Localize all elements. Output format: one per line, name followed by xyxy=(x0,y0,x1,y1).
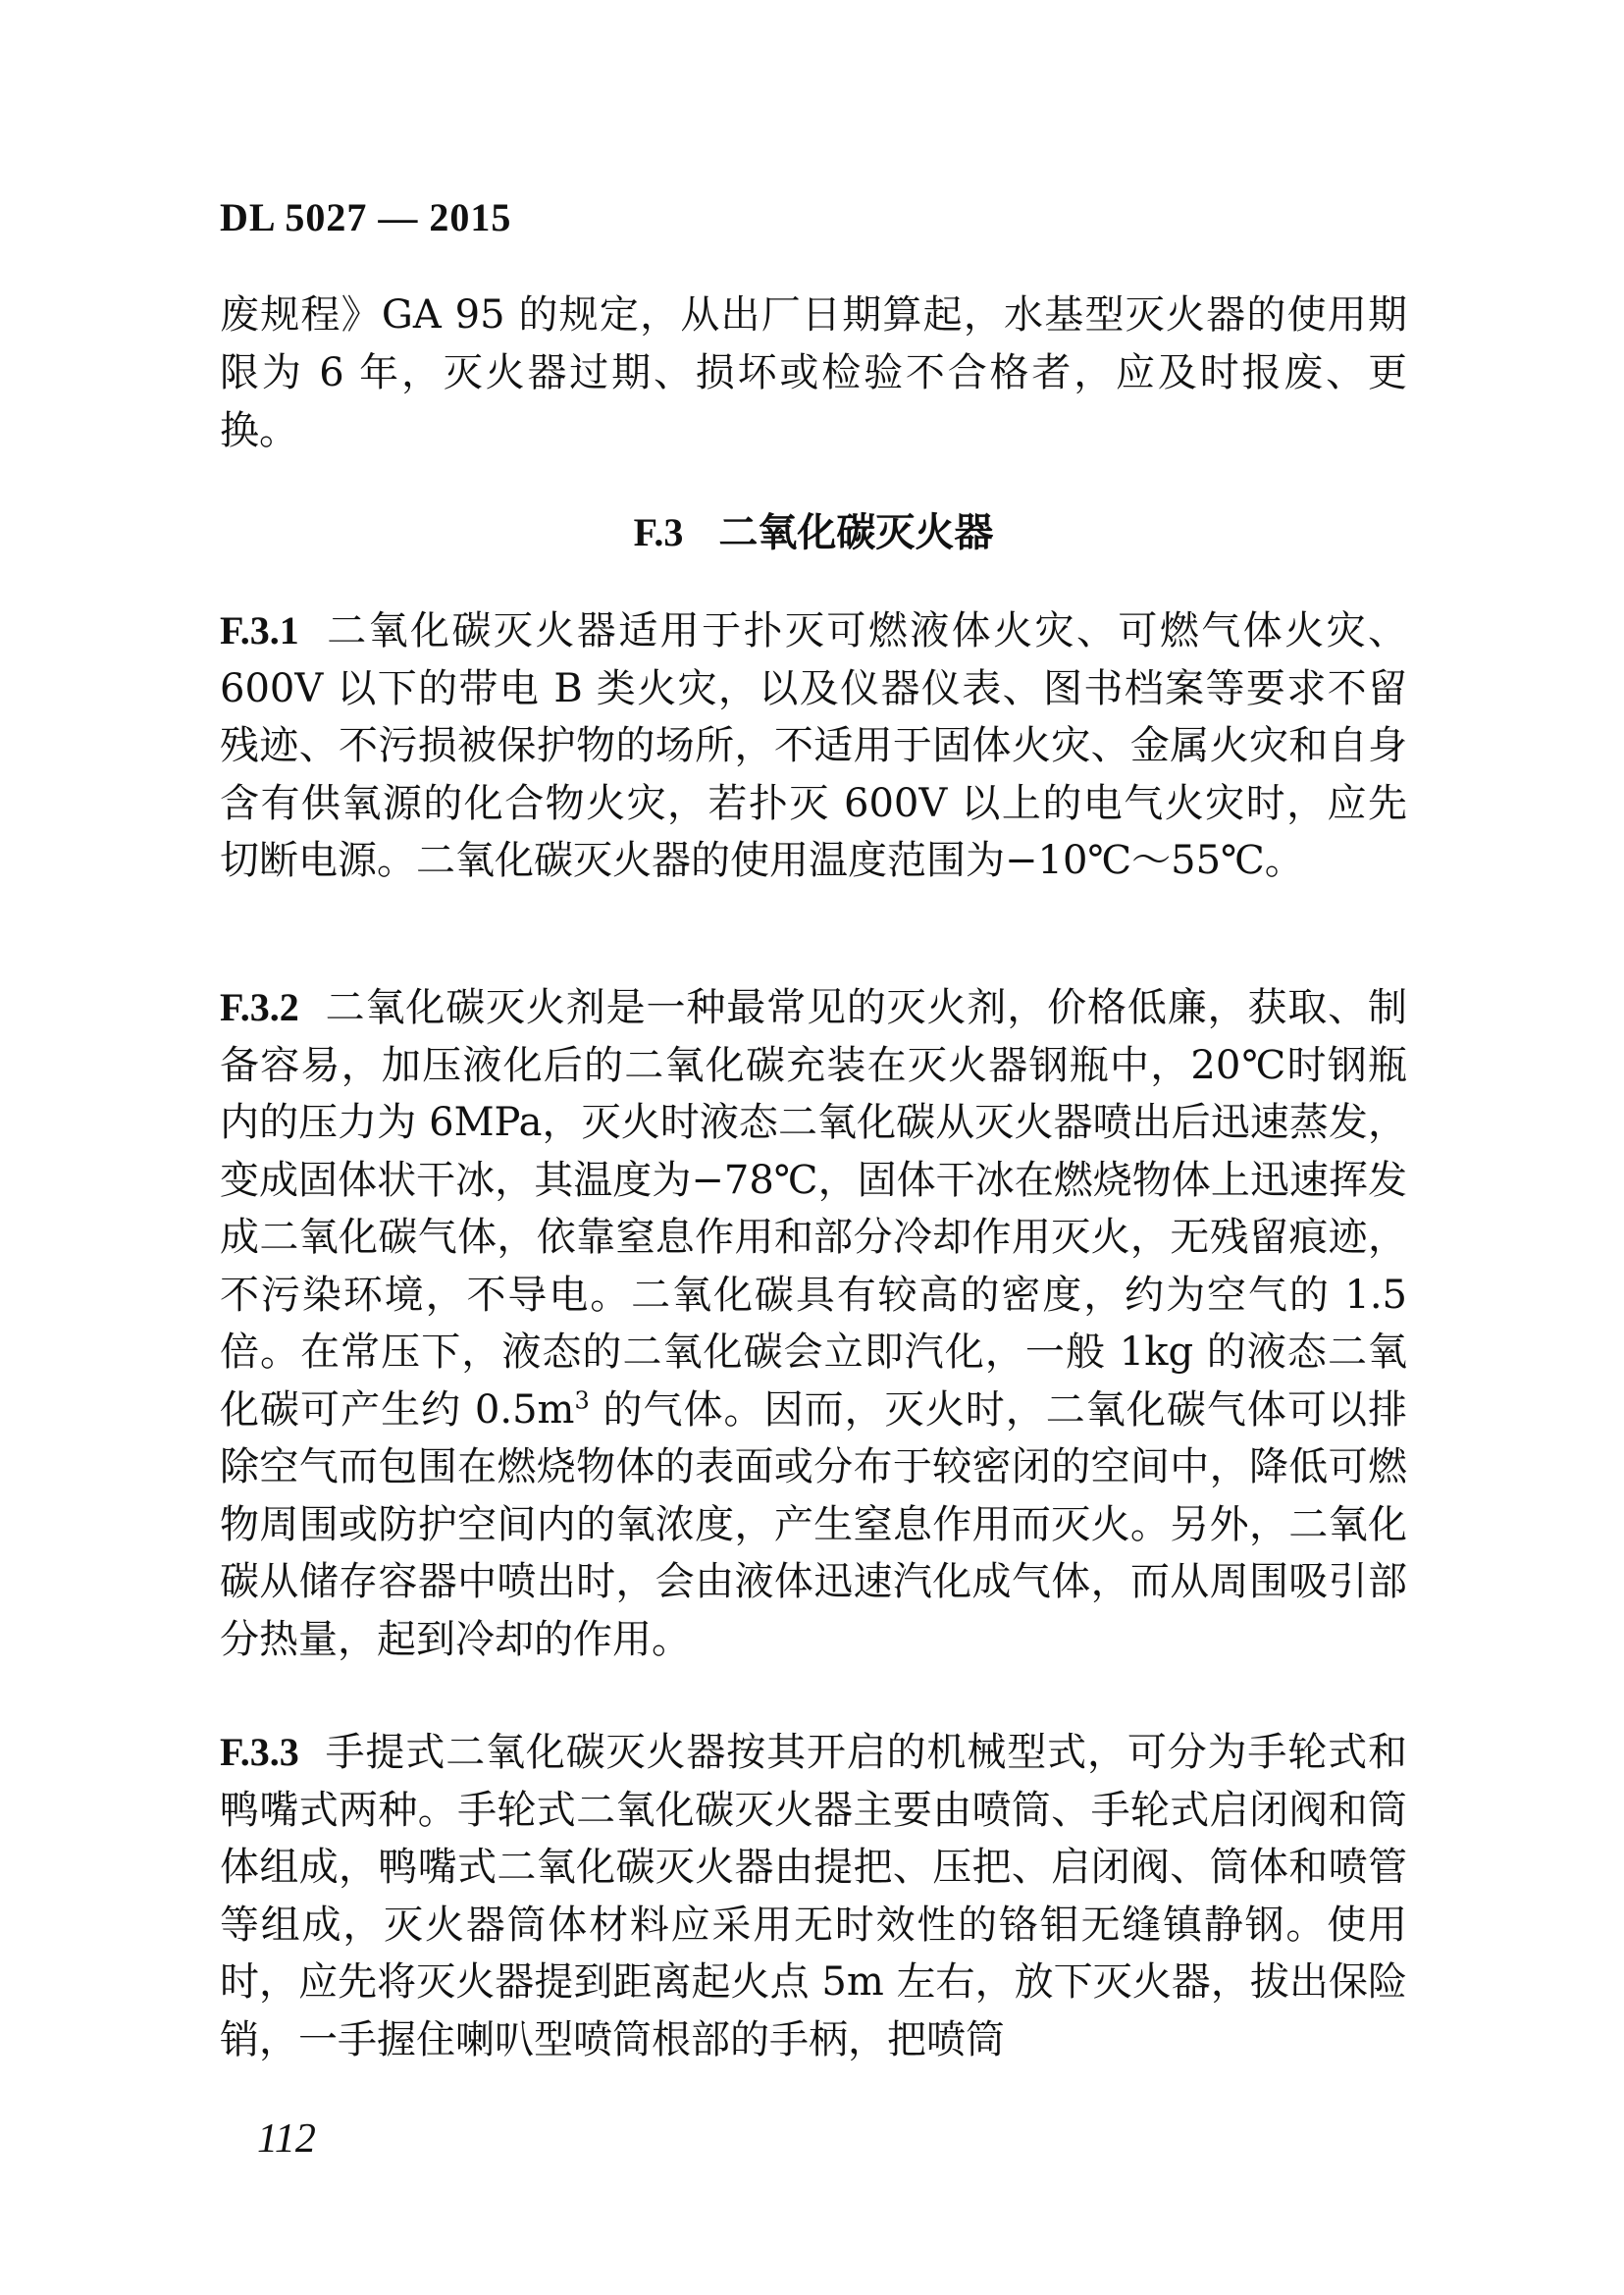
section-heading xyxy=(220,503,1407,562)
clause-number: F.3.1 xyxy=(220,608,299,652)
clause-number: F.3.3 xyxy=(220,1730,299,1774)
clause-number: F.3.2 xyxy=(220,985,299,1029)
superscript: 3 xyxy=(574,1386,590,1415)
document-code-header: DL 5027 — 2015 xyxy=(220,195,512,239)
clause-text: 手提式二氧化碳灭火器按其开启的机械型式，可分为手轮式和鸭嘴式两种。手轮式二氧化碳灭火器主要由喷筒、手轮式启闭阀和筒体组成，鸭嘴式二氧化碳灭火器由提把、压把、启闭阀、筒体和喷管等组成，灭火器筒体材料应采用无时效性的铬钼无缝镇静钢。使用时，应先将灭火器提到距离起火点 5m 左右，放下灭火器，拔出保险销，一手握住喇叭型喷筒根部的手柄，把喷筒 xyxy=(220,1730,1407,2062)
section-number: F.3 xyxy=(633,510,684,554)
intro-paragraph: 废规程》GA 95 的规定，从出厂日期算起，水基型灭火器的使用期限为 6 年，灭火器过期、损坏或检验不合格者，应及时报废、更换。 xyxy=(220,292,1407,453)
page-number: 112 xyxy=(257,2116,316,2162)
clause-f-3-2 xyxy=(220,979,1407,1668)
clause-f-3-1 xyxy=(220,602,1407,890)
clause-f-3-3 xyxy=(220,1724,1407,2068)
clause-text-part-b: 的气体。因而，灭火时，二氧化碳气体可以排除空气而包围在燃烧物体的表面或分布于较密闭的空间中，降低可燃物周围或防护空间内的氧浓度，产生窒息作用而灭火。另外，二氧化碳从储存容器中喷出时，会由液体迅速汽化成气体，而从周围吸引部分热量，起到冷却的作用。 xyxy=(220,1386,1407,1662)
clause-text-part-a: 二氧化碳灭火剂是一种最常见的灭火剂，价格低廉，获取、制备容易，加压液化后的二氧化碳充装在灭火器钢瓶中，20℃时钢瓶内的压力为 6MPa，灭火时液态二氧化碳从灭火器喷出后迅速蒸发，变成固体状干冰，其温度为−78℃，固体干冰在燃烧物体上迅速挥发成二氧化碳气体，依靠窒息作用和部分冷却作用灭火，无残留痕迹，不污染环境，不导电。二氧化碳具有较高的密度，约为空气的 1.5 倍。在常压下，液态的二氧化碳会立即汽化，一般 1kg 的液态二氧化碳可产生约 0.5m xyxy=(220,985,1407,1433)
section-title: 二氧化碳灭火器 xyxy=(718,509,994,555)
clause-text: 二氧化碳灭火器适用于扑灭可燃液体火灾、可燃气体火灾、600V 以下的带电 B 类火灾，以及仪器仪表、图书档案等要求不留残迹、不污损被保护物的场所，不适用于固体火灾、金属火灾和自身含有供氧源的化合物火灾，若扑灭 600V 以上的电气火灾时，应先切断电源。二氧化碳灭火器的使用温度范围为−10℃～55℃。 xyxy=(220,608,1407,883)
